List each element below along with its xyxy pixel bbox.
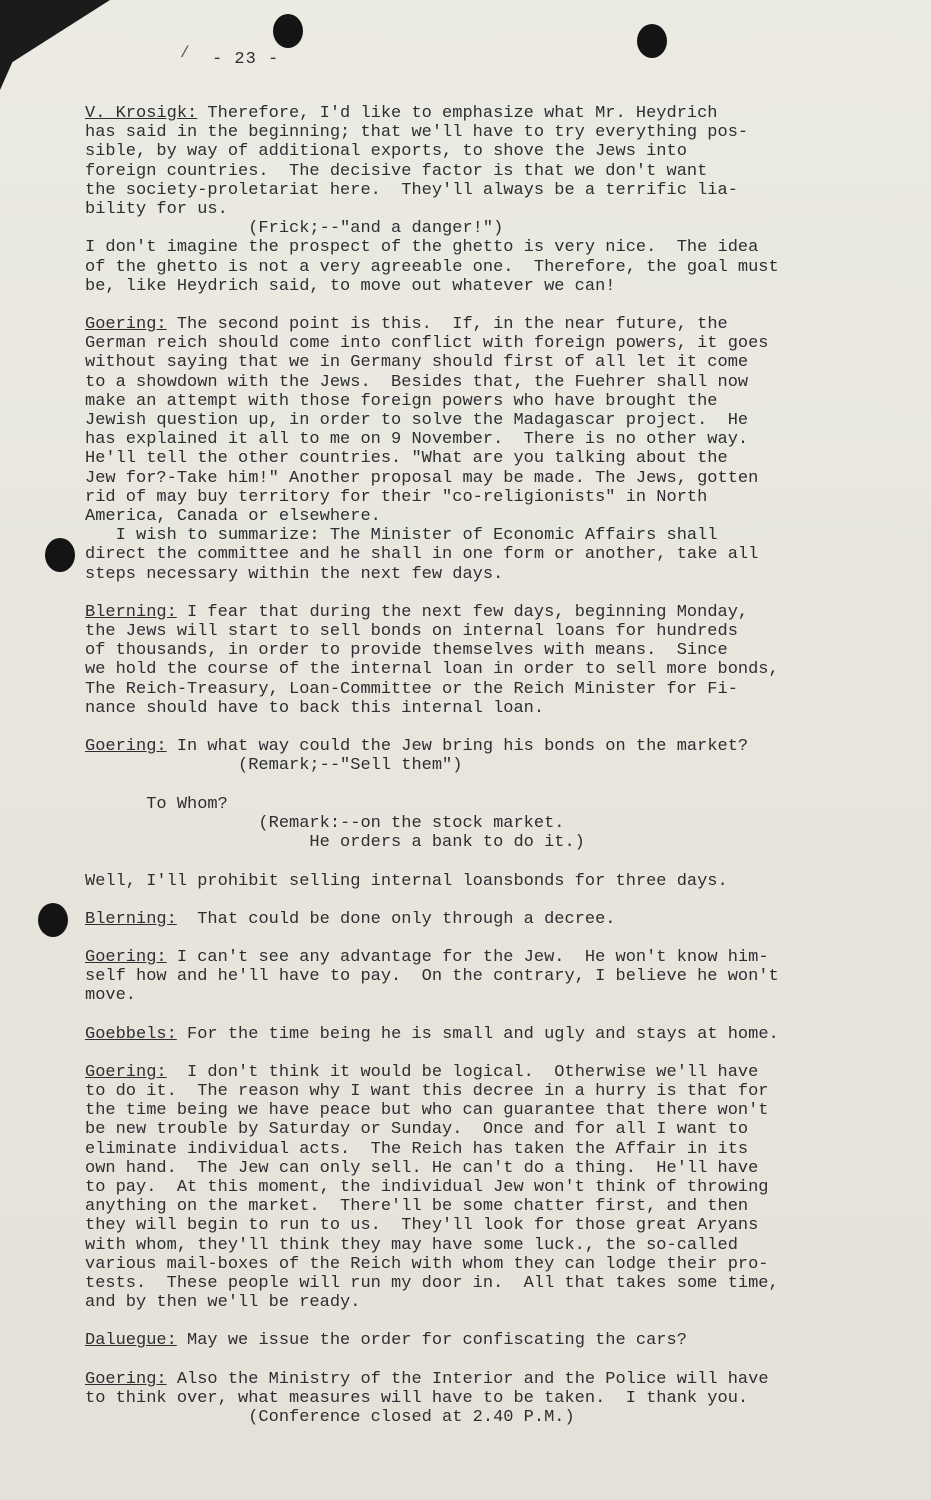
line-text: sible, by way of additional exports, to shove the Jews into — [85, 142, 687, 162]
page-number: - 23 - — [212, 50, 280, 69]
line-text: they will begin to run to us. They'll look for those great Aryans — [85, 1216, 759, 1236]
line-text: I don't think it would be logical. Otherwise we'll have — [166, 1062, 759, 1082]
line-text: steps necessary within the next few days. — [85, 564, 504, 584]
line-text: has said in the beginning; that we'll have to try everything pos- — [85, 123, 749, 143]
text-line — [85, 449, 885, 468]
line-text: I don't imagine the prospect of the ghetto is very nice. The idea — [85, 238, 759, 258]
line-text: Therefore, I'd like to emphasize what Mr. Heydrich — [197, 104, 718, 123]
line-text: to a showdown with the Jews. Besides that, the Fuehrer shall now — [85, 372, 749, 392]
text-line — [85, 430, 885, 449]
speech-block — [85, 1025, 885, 1044]
text-line — [85, 238, 885, 257]
text-line — [85, 1293, 885, 1312]
text-line — [85, 200, 885, 219]
line-text: direct the committee and he shall in one form or another, take all — [85, 545, 759, 565]
line-text: I wish to summarize: The Minister of Economic Affairs shall — [85, 526, 718, 546]
line-text: without saying that we in Germany should first of all let it come — [85, 353, 749, 373]
line-text: make an attempt with those foreign powers who have brought the — [85, 391, 718, 411]
line-text: Well, I'll prohibit selling internal loansbonds for three days. — [85, 871, 728, 891]
text-line — [85, 1408, 885, 1427]
text-line — [85, 833, 885, 852]
text-line — [85, 1255, 885, 1274]
speaker-name: Goering: — [85, 1369, 167, 1389]
text-line — [85, 219, 885, 238]
paragraph-gap — [85, 929, 885, 948]
line-text: and by then we'll be ready. — [85, 1293, 361, 1313]
line-text — [85, 776, 95, 795]
line-text: In what way could the Jew bring his bonds on the market? — [166, 737, 749, 757]
paragraph-gap — [85, 891, 885, 910]
line-text — [85, 852, 95, 871]
text-line — [85, 641, 885, 660]
line-text: May we issue the order for confiscating the cars? — [176, 1331, 687, 1351]
line-text: the society-proletariat here. They'll always be a terrific lia- — [85, 180, 738, 200]
speech-block — [85, 104, 885, 296]
speaker-name: Goering: — [85, 737, 167, 757]
text-line — [85, 181, 885, 200]
text-line — [85, 1274, 885, 1293]
punch-hole-top-left — [273, 14, 303, 48]
line-text: to pay. At this moment, the individual Jew won't think of throwing — [85, 1177, 769, 1197]
slash-mark: / — [180, 44, 190, 62]
text-line — [85, 1197, 885, 1216]
text-line — [85, 315, 885, 334]
line-text: Jew for?-Take him!" Another proposal may be made. The Jews, gotten — [85, 468, 759, 488]
line-text: to think over, what measures will have to be taken. I thank you. — [85, 1388, 749, 1408]
line-text: tests. These people will run my door in. All that takes some time, — [85, 1273, 779, 1293]
line-text: various mail-boxes of the Reich with whom they can lodge their pro- — [85, 1254, 769, 1274]
text-line — [85, 1331, 885, 1350]
text-line — [85, 469, 885, 488]
text-line — [85, 162, 885, 181]
text-line — [85, 756, 885, 775]
text-line — [85, 411, 885, 430]
text-line — [85, 852, 885, 871]
line-text: nance should have to back this internal loan. — [85, 698, 545, 718]
punch-hole-left-lower — [38, 903, 68, 937]
text-line — [85, 123, 885, 142]
speech-block — [85, 603, 885, 718]
text-line — [85, 1159, 885, 1178]
paragraph-gap — [85, 584, 885, 603]
line-text: America, Canada or elsewhere. — [85, 507, 381, 527]
text-line — [85, 776, 885, 795]
text-line — [85, 142, 885, 161]
text-line — [85, 1216, 885, 1235]
text-line — [85, 545, 885, 564]
line-text: move. — [85, 986, 137, 1006]
text-line — [85, 1063, 885, 1082]
text-line — [85, 104, 885, 123]
text-line — [85, 334, 885, 353]
line-text: we hold the course of the internal loan in order to sell more bonds, — [85, 660, 779, 680]
paragraph-gap — [85, 1312, 885, 1331]
text-line — [85, 277, 885, 296]
line-text: German reich should come into conflict with foreign powers, it goes — [85, 334, 769, 354]
speech-block — [85, 737, 885, 891]
text-line — [85, 814, 885, 833]
text-line — [85, 1120, 885, 1139]
speech-block — [85, 1331, 885, 1350]
text-line — [85, 1370, 885, 1389]
line-text: I can't see any advantage for the Jew. He won't know him- — [166, 947, 769, 967]
speaker-name: Goebbels: — [85, 1024, 177, 1044]
line-text: rid of may buy territory for their "co-religionists" in North — [85, 487, 708, 507]
line-text: foreign countries. The decisive factor is that we don't want — [85, 161, 708, 181]
text-line — [85, 565, 885, 584]
text-line — [85, 603, 885, 622]
line-text: the time being we have peace but who can guarantee that there won't — [85, 1101, 769, 1121]
speech-block — [85, 948, 885, 1006]
text-line — [85, 507, 885, 526]
line-text: with whom, they'll think they may have some luck., the so-called — [85, 1235, 738, 1255]
paragraph-gap — [85, 1351, 885, 1370]
text-line — [85, 1025, 885, 1044]
speech-block — [85, 1063, 885, 1313]
line-text: to do it. The reason why I want this decree in a hurry is that for — [85, 1081, 769, 1101]
speaker-name: Goering: — [85, 1062, 167, 1082]
line-text: own hand. The Jew can only sell. He can't do a thing. He'll have — [85, 1158, 759, 1178]
line-text: be, like Heydrich said, to move out whatever we can! — [85, 276, 616, 296]
line-text: has explained it all to me on 9 November. There is no other way. — [85, 430, 749, 450]
transcript-body — [85, 104, 885, 1427]
line-text: To Whom? — [85, 794, 228, 814]
speaker-name: Goering: — [85, 947, 167, 967]
line-text: Jewish question up, in order to solve the Madagascar project. He — [85, 411, 749, 431]
line-text: of the ghetto is not a very agreeable one. Therefore, the goal must — [85, 257, 779, 277]
text-line — [85, 392, 885, 411]
paragraph-gap — [85, 1006, 885, 1025]
speech-block — [85, 1370, 885, 1428]
line-text: bility for us. — [85, 200, 228, 220]
text-line — [85, 948, 885, 967]
speech-block — [85, 315, 885, 584]
line-text: Also the Ministry of the Interior and the Police will have — [166, 1369, 769, 1389]
speaker-name: Goering: — [85, 315, 167, 335]
line-text: (Remark;--"Sell them") — [85, 756, 463, 776]
line-text: (Frick;--"and a danger!") — [85, 219, 504, 239]
line-text: (Remark:--on the stock market. — [85, 813, 565, 833]
line-text: (Conference closed at 2.40 P.M.) — [85, 1407, 575, 1427]
text-line — [85, 353, 885, 372]
text-line — [85, 373, 885, 392]
line-text: The Reich-Treasury, Loan-Committee or the Reich Minister for Fi- — [85, 679, 738, 699]
text-line — [85, 622, 885, 641]
paragraph-gap — [85, 296, 885, 315]
text-line — [85, 910, 885, 929]
speaker-name: Daluegue: — [85, 1331, 177, 1351]
paragraph-gap — [85, 1044, 885, 1063]
text-line — [85, 1101, 885, 1120]
line-text: self how and he'll have to pay. On the contrary, I believe he won't — [85, 967, 779, 987]
speaker-name: Blerning: — [85, 602, 177, 622]
punch-hole-left-middle — [45, 538, 75, 572]
speaker-name: V. Krosigk: — [85, 104, 198, 123]
text-line — [85, 986, 885, 1005]
line-text: He'll tell the other countries. "What are you talking about the — [85, 449, 728, 469]
text-line — [85, 660, 885, 679]
paragraph-gap — [85, 718, 885, 737]
line-text: anything on the market. There'll be some chatter first, and then — [85, 1197, 749, 1217]
text-line — [85, 680, 885, 699]
text-line — [85, 699, 885, 718]
line-text: I fear that during the next few days, beginning Monday, — [176, 602, 749, 622]
text-line — [85, 1178, 885, 1197]
text-line — [85, 872, 885, 891]
line-text: be new trouble by Saturday or Sunday. Once and for all I want to — [85, 1120, 749, 1140]
text-line — [85, 967, 885, 986]
punch-hole-top-right — [637, 24, 667, 58]
text-line — [85, 488, 885, 507]
line-text: The second point is this. If, in the near future, the — [166, 315, 728, 335]
speech-block — [85, 910, 885, 929]
line-text: of thousands, in order to provide themselves with means. Since — [85, 641, 728, 661]
line-text: That could be done only through a decree. — [176, 909, 616, 929]
line-text: He orders a bank to do it.) — [85, 833, 585, 853]
line-text: the Jews will start to sell bonds on internal loans for hundreds — [85, 622, 738, 642]
text-line — [85, 1236, 885, 1255]
text-line — [85, 526, 885, 545]
line-text: For the time being he is small and ugly and stays at home. — [176, 1024, 779, 1044]
text-line — [85, 258, 885, 277]
speaker-name: Blerning: — [85, 909, 177, 929]
line-text: eliminate individual acts. The Reich has taken the Affair in its — [85, 1139, 749, 1159]
text-line — [85, 1082, 885, 1101]
text-line — [85, 795, 885, 814]
text-line — [85, 1389, 885, 1408]
text-line — [85, 737, 885, 756]
text-line — [85, 1140, 885, 1159]
